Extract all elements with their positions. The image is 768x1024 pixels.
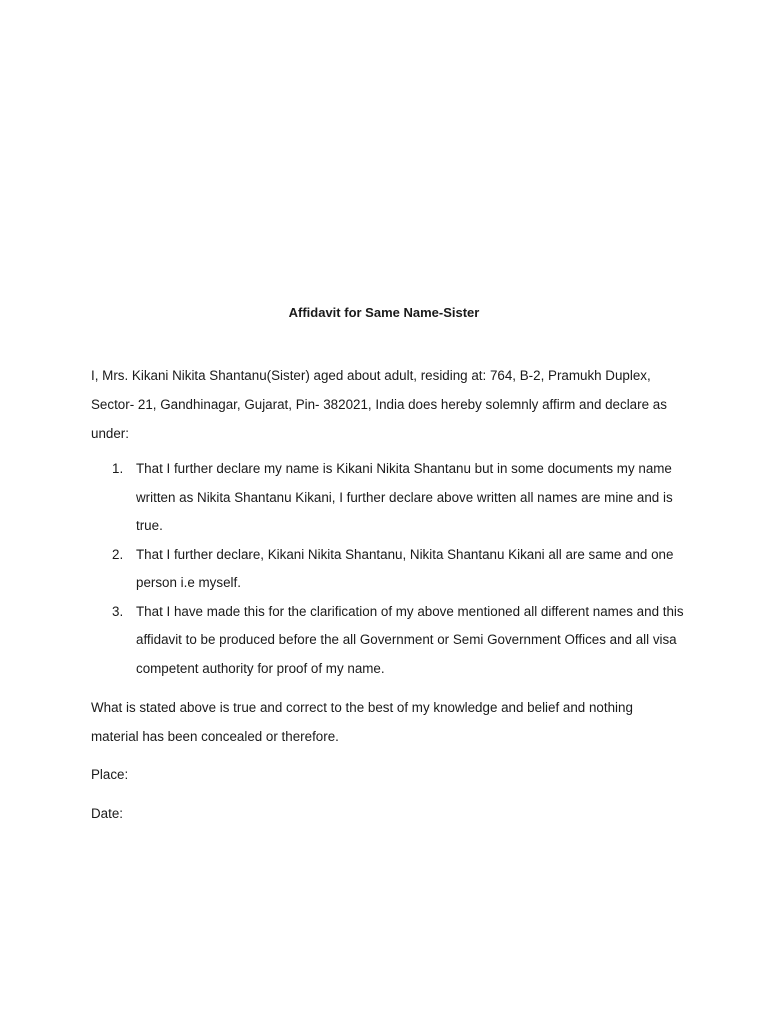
closing-statement: What is stated above is true and correct to the best of my knowledge and belief and nothing material has been concealed or therefore.: [91, 700, 633, 744]
list-item-text: That I further declare my name is Kikani Nikita Shantanu but in some documents my name written as Nikita Shantanu Kikani, I further declare above written all names are mine and is true.: [136, 461, 673, 533]
document-title: Affidavit for Same Name-Sister: [288, 305, 480, 320]
declaration-list: [91, 455, 691, 683]
list-item-number: 1.: [112, 461, 124, 476]
list-item-number: 2.: [112, 546, 124, 562]
intro-paragraph: I, Mrs. Kikani Nikita Shantanu(Sister) aged about adult, residing at: 764, B-2, Pramukh Duplex, Sector- 21, Gandhinagar, Gujarat, Pin- 382021, India does hereby solemnly affirm and declare as under:: [91, 368, 667, 441]
list-item-number: 3.: [112, 603, 124, 619]
list-item: [91, 455, 691, 541]
list-item: [91, 598, 691, 684]
place-label: Place:: [91, 767, 129, 782]
list-item: [91, 541, 691, 598]
date-label: Date:: [91, 806, 124, 821]
list-item-text: That I further declare, Kikani Nikita Shantanu, Nikita Shantanu Kikani all are same and one person i.e myself.: [136, 546, 674, 590]
list-item-text: That I have made this for the clarification of my above mentioned all different names and this affidavit to be produced before the all Government or Semi Government Offices and all visa competent authority for proof of my name.: [136, 603, 684, 676]
